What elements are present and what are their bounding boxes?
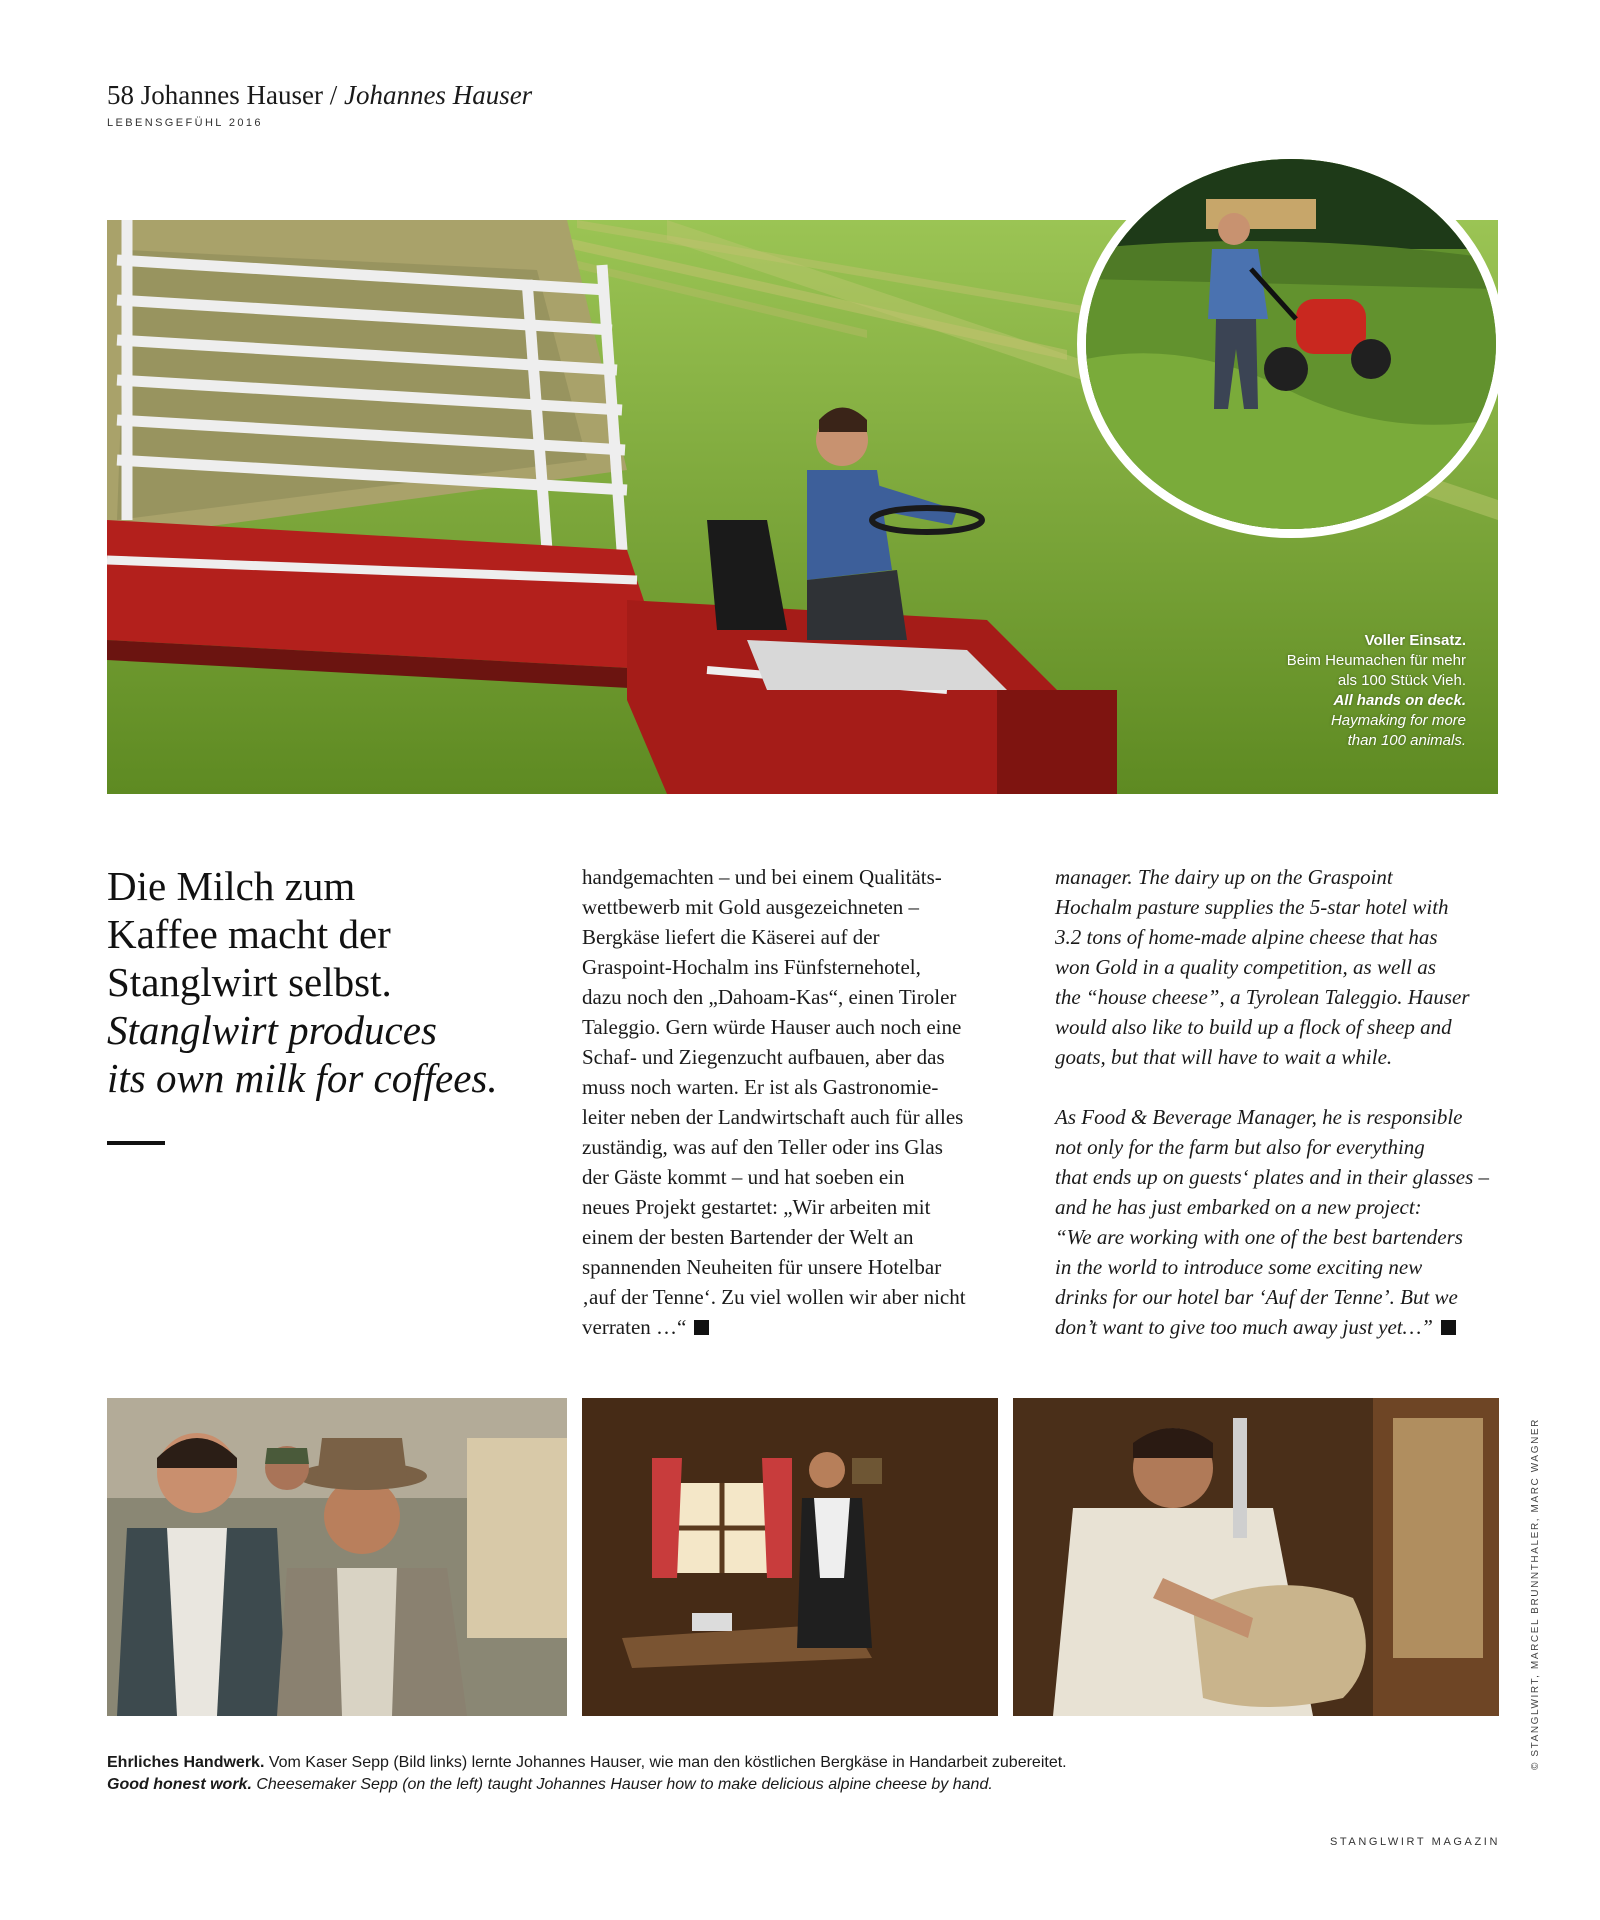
- de-line-10: zuständig, was auf den Teller oder ins Glas: [582, 1135, 943, 1159]
- bottom-caption-en: [107, 1774, 1407, 1796]
- bottom-caption: [107, 1752, 1407, 1796]
- hero-caption: [1166, 631, 1466, 751]
- en-p1-line-7: goats, but that will have to wait a while.: [1055, 1045, 1393, 1069]
- header-title-en: Johannes Hauser: [343, 80, 533, 110]
- en-p1-line-2: Hochalm pasture supplies the 5-star hotel with: [1055, 895, 1449, 919]
- photo-credit: © STANGLWIRT, MARCEL BRUNNTHALER, MARC WAGNER: [1530, 1418, 1541, 1770]
- pull-quote-headline: [107, 862, 527, 1102]
- de-line-8: muss noch warten. Er ist als Gastronomie-: [582, 1075, 939, 1099]
- magazine-footer: STANGLWIRT MAGAZIN: [1329, 1836, 1500, 1848]
- hero-caption-title-de: Voller Einsatz.: [1364, 632, 1466, 649]
- end-mark-icon: [694, 1320, 709, 1335]
- de-line-11: der Gäste kommt – und hat soeben ein: [582, 1165, 905, 1189]
- de-line-4: Graspoint-Hochalm ins Fünfsternehotel,: [582, 955, 921, 979]
- hero-caption-line-de-2: als 100 Stück Vieh.: [1337, 672, 1466, 689]
- photo-cheesemaker-sepp-and-hauser: [107, 1398, 567, 1716]
- end-mark-icon: [1441, 1320, 1456, 1335]
- de-line-5: dazu noch den „Dahoam-Kas“, einen Tiroler: [582, 985, 957, 1009]
- en-p1-line-4: won Gold in a quality competition, as well as: [1055, 955, 1436, 979]
- hero-caption-line-en-1: Haymaking for more: [1330, 712, 1466, 729]
- en-p2-line-4: and he has just embarked on a new project:: [1055, 1195, 1422, 1219]
- bottom-caption-text-de: Vom Kaser Sepp (Bild links) lernte Johannes Hauser, wie man den köstlichen Bergkäse in Handarbeit zubereitet.: [264, 1754, 1067, 1771]
- headline-de-line-2: Kaffee macht der: [107, 911, 391, 957]
- hero-caption-line-en-2: than 100 animals.: [1347, 732, 1466, 749]
- en-p1-line-3: 3.2 tons of home-made alpine cheese that has: [1055, 925, 1438, 949]
- inset-photo-mowing: [1077, 150, 1505, 538]
- en-p2-line-8: [1055, 1312, 1505, 1342]
- en-p2-line-3: that ends up on guests‘ plates and in their glasses –: [1055, 1165, 1489, 1189]
- headline-de-line-3: Stanglwirt selbst.: [107, 959, 392, 1005]
- bottom-caption-title-en: Good honest work.: [107, 1776, 252, 1793]
- page-number: 58: [107, 80, 134, 110]
- headline-en-line-2: its own milk for coffees.: [107, 1055, 498, 1101]
- hero-caption-line-de-1: Beim Heumachen für mehr: [1286, 652, 1466, 669]
- en-p2-line-8-text: don’t want to give too much away just yet…”: [1055, 1315, 1433, 1339]
- de-line-3: Bergkäse liefert die Käserei auf der: [582, 925, 880, 949]
- body-column-german: [582, 862, 1022, 1342]
- bottom-caption-text-en: Cheesemaker Sepp (on the left) taught Johannes Hauser how to make delicious alpine cheese by hand.: [251, 1776, 993, 1793]
- en-p2-line-6: in the world to introduce some exciting new: [1055, 1255, 1423, 1279]
- de-line-1: handgemachten – und bei einem Qualitäts-: [582, 865, 942, 889]
- en-p2-line-7: drinks for our hotel bar ‘Auf der Tenne’. But we: [1055, 1285, 1458, 1309]
- page-header-title: [107, 80, 532, 110]
- section-label: LEBENSGEFÜHL 2016: [107, 117, 263, 129]
- en-p1-line-6: would also like to build up a flock of sheep and: [1055, 1015, 1452, 1039]
- de-line-14: spannenden Neuheiten für unsere Hotelbar: [582, 1255, 942, 1279]
- de-line-12: neues Projekt gestartet: „Wir arbeiten mit: [582, 1195, 931, 1219]
- photo-cheese-pressing: [1013, 1398, 1499, 1716]
- header-title-de: Johannes Hauser: [140, 80, 323, 110]
- paragraph-gap: [1055, 1072, 1505, 1102]
- de-line-9: leiter neben der Landwirtschaft auch für alles: [582, 1105, 964, 1129]
- en-p1-line-1: manager. The dairy up on the Graspoint: [1055, 865, 1393, 889]
- de-line-6: Taleggio. Gern würde Hauser auch noch eine: [582, 1015, 962, 1039]
- de-line-16: [582, 1312, 1022, 1342]
- hero-caption-title-en: All hands on deck.: [1333, 692, 1466, 709]
- headline-rule: [107, 1141, 165, 1145]
- headline-en-line-1: Stanglwirt produces: [107, 1007, 437, 1053]
- de-line-13: einem der besten Bartender der Welt an: [582, 1225, 914, 1249]
- de-line-2: wettbewerb mit Gold ausgezeichneten –: [582, 895, 920, 919]
- en-p2-line-5: “We are working with one of the best bartenders: [1055, 1225, 1463, 1249]
- headline-de-line-1: Die Milch zum: [107, 863, 356, 909]
- en-p2-line-1: As Food & Beverage Manager, he is responsible: [1055, 1105, 1463, 1129]
- bottom-caption-title-de: Ehrliches Handwerk.: [107, 1754, 265, 1771]
- en-p1-line-5: the “house cheese”, a Tyrolean Taleggio. Hauser: [1055, 985, 1470, 1009]
- de-line-7: Schaf- und Ziegenzucht aufbauen, aber das: [582, 1045, 945, 1069]
- body-column-english: [1055, 862, 1505, 1342]
- header-separator: /: [322, 80, 344, 110]
- en-p2-line-2: not only for the farm but also for everything: [1055, 1135, 1425, 1159]
- photo-alpine-hut-interior: [582, 1398, 998, 1716]
- bottom-caption-de: [107, 1752, 1407, 1774]
- de-line-15: ‚auf der Tenne‘. Zu viel wollen wir aber nicht: [582, 1285, 966, 1309]
- de-line-16-text: verraten …“: [582, 1315, 687, 1339]
